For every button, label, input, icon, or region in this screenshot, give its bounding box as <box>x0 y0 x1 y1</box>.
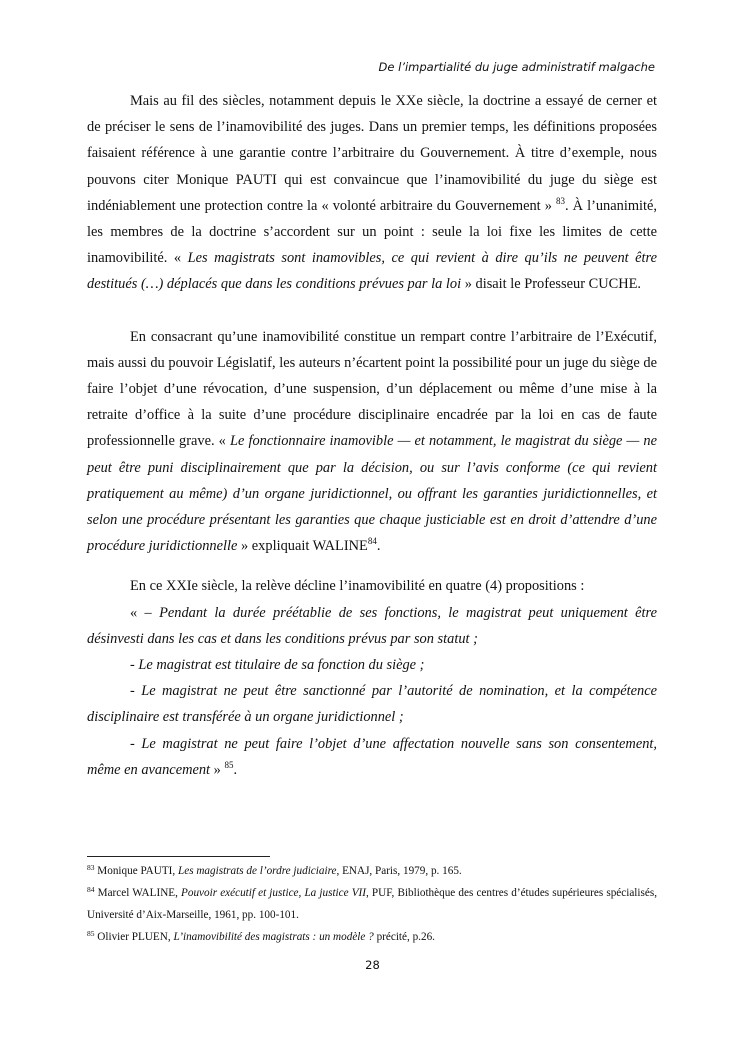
list-item: - Le magistrat ne peut faire l’objet d’une affectation nouvelle sans son consentement, même en avancement » $^{85}$. <box>87 735 657 778</box>
footnote-85: $^{85}$ Olivier PLUEN, L’inamovibilité des magistrats : un modèle ? précité, p.26. <box>87 929 435 943</box>
paragraph-quatre-propositions: En ce XXIe siècle, la relève décline l’inamovibilité en quatre (4) propositions : <box>130 578 585 595</box>
footnote-84: $^{84}$ Marcel WALINE, Pouvoir exécutif et justice, La justice VII, PUF, Bibliothèque des centres d’études supérieures spécialisés, Université d’Aix-Marseille, 1961, pp. 100-101. <box>87 885 657 921</box>
quote-cuche: Les magistrats sont inamovibles, ce qui revient à dire qu’ils ne peuvent être destitués (…) déplacés que dans les conditions prévues par la loi <box>87 250 657 293</box>
body-text <box>87 88 657 783</box>
list-item: - Le magistrat ne peut être sanctionné par l’autorité de nomination, et la compétence disciplinaire est transférée à un organe juridictionnel ; <box>87 683 657 726</box>
running-header: De l’impartialité du juge administratif malgache <box>378 60 655 74</box>
footnote-ref-84[interactable]: 84 <box>367 536 377 547</box>
footnote-ref-85[interactable]: 85 <box>224 759 234 770</box>
page-number: 28 <box>365 958 380 972</box>
list-item: - Le magistrat est titulaire de sa fonction du siège ; <box>130 657 425 674</box>
footnotes <box>87 860 657 948</box>
footnote-separator <box>87 856 270 857</box>
list-item: « – Pendant la durée préétablie de ses fonctions, le magistrat peut uniquement être désinvesti dans les cas et dans les conditions prévus par son statut ; <box>87 604 657 647</box>
paragraph-inamovibilite-definition: Mais au fil des siècles, notamment depuis le XXe siècle, la doctrine a essayé de cerner et de préciser le sens de l’inamovibilité des juges. Dans un premier temps, les définitions proposées faisaient référence à une garantie contre l’arbitraire du Gouvernement. À titre d’exemple, nous pouvons citer Monique PAUTI qui est convaincue que l’inamovibilité du juge du siège est indéniablement une protection contre la « volonté arbitraire du Gouvernement » $^{83}$. À l’unanimité, les membres de la doctrine s’accordent sur un point : seule la loi fixe les limites de cette inamovibilité. « Les magistrats sont inamovibles, ce qui revient à dire qu’ils ne peuvent être destitués (…) déplacés que dans les conditions prévues par la loi » disait le Professeur CUCHE. <box>87 93 658 293</box>
footnote-ref-83[interactable]: 83 <box>555 195 565 206</box>
paragraph-rempart-arbitraire: En consacrant qu’une inamovibilité constitue un rempart contre l’arbitraire de l’Exécutif, mais aussi du pouvoir Législatif, les auteurs n’écartent point la possibilité pour un juge du siège de faire l’objet d’une révocation, d’une suspension, d’un déplacement ou même d’une mise à la retraite d’office à la suite d’une procédure disciplinaire encadrée par la loi en cas de faute professionnelle grave. « Le fonctionnaire inamovible — et notamment, le magistrat du siège — ne peut être puni disciplinairement que par la décision, ou sur l’avis conforme (ce qui revient pratiquement au même) d’un organe juridictionnel, ou offrant les garanties juridictionnelles, et selon une procédure présentant les garanties que chaque justiciable est en droit d’attendre d’une procédure juridictionnelle » expliquait WALINE$^{84}$. <box>87 328 657 555</box>
footnote-83: $^{83}$ Monique PAUTI, Les magistrats de l’ordre judiciaire, ENAJ, Paris, 1979, p. 165. <box>87 863 462 877</box>
quote-waline: Le fonctionnaire inamovible — et notamment, le magistrat du siège — ne peut être puni disciplinairement que par la décision, ou sur l’avis conforme (ce qui revient pratiquement au même) d’un organe juridictionnel, ou offrant les garanties juridictionnelles, et selon une procédure présentant les garanties que chaque justiciable est en droit d’attendre d’une procédure juridictionnelle <box>87 433 657 555</box>
